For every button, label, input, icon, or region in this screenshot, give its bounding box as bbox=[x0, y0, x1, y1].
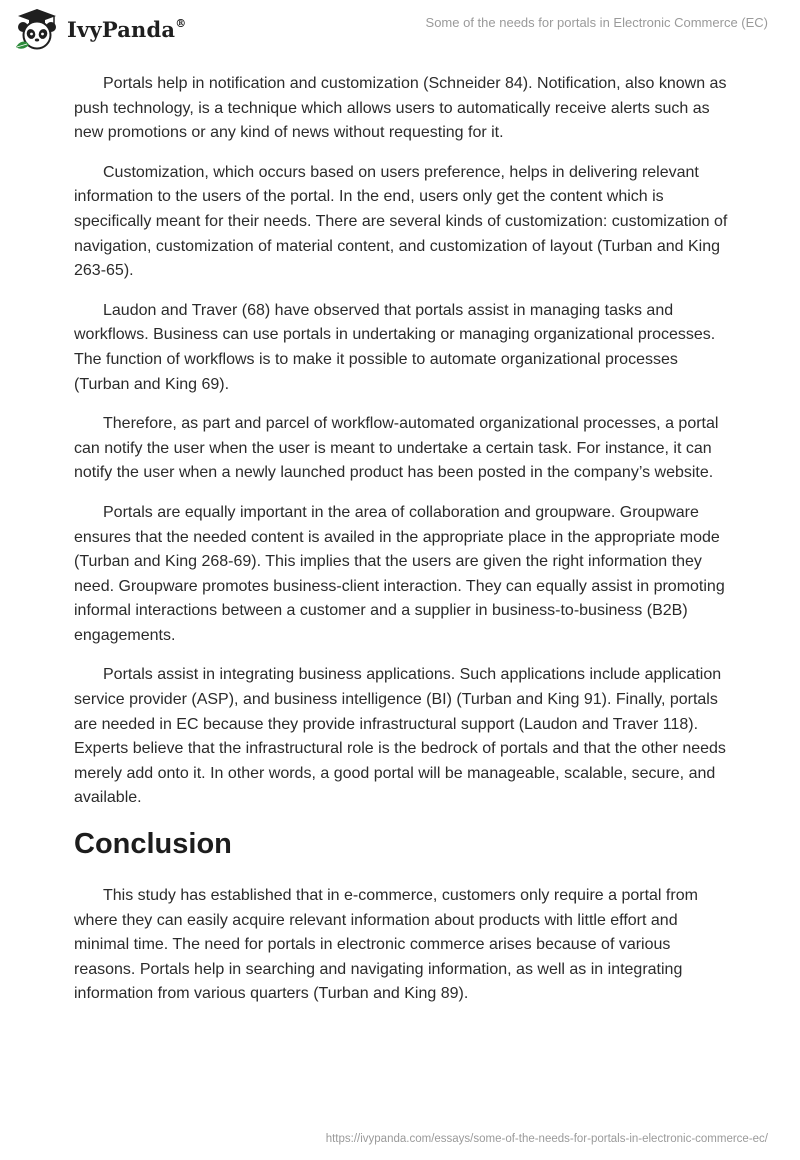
panda-mascot-icon bbox=[14, 7, 60, 53]
body-paragraph: Portals help in notification and customization (Schneider 84). Notification, also known as push technology, is a technique which allows users to automatically receive alerts such as new promotions or any kind of news without requesting for it. bbox=[74, 75, 727, 142]
conclusion-heading: Conclusion bbox=[74, 828, 232, 861]
body-paragraph: Portals are equally important in the area of collaboration and groupware. Groupware ensures that the needed content is availed in the appropriate place in the appropriate mode (Turban and King 268-69). This implies that the users are given the right information they need. Groupware promotes business-client interaction. They can equally assist in promoting informal interactions between a customer and a supplier in business-to-business (B2B) engagements. bbox=[74, 503, 725, 644]
source-url[interactable]: https://ivypanda.com/essays/some-of-the-needs-for-portals-in-electronic-commerce-ec/ bbox=[325, 1133, 768, 1145]
page-header bbox=[0, 0, 800, 62]
body-paragraph: Laudon and Traver (68) have observed that portals assist in managing tasks and workflows. Business can use portals in undertaking or managing organizational processes. The function of workflows is to make it possible to automate organizational processes (Turban and King 69). bbox=[74, 301, 716, 393]
essay-content bbox=[74, 72, 734, 1022]
body-paragraph: Therefore, as part and parcel of workflow-automated organizational processes, a portal can notify the user when the user is meant to undertake a certain task. For instance, it can notify the user when a newly launched product has been posted in the company’s website. bbox=[74, 415, 719, 482]
conclusion-paragraph: This study has established that in e-commerce, customers only require a portal from where they can easily acquire relevant information about products with little effort and minimal time. The need for portals in electronic commerce arises because of various reasons. Portals help in searching and navigating information, as well as in integrating information from various quarters (Turban and King 89). bbox=[74, 887, 698, 1003]
document-title: Some of the needs for portals in Electronic Commerce (EC) bbox=[425, 15, 768, 30]
ivypanda-logo[interactable] bbox=[14, 7, 186, 53]
registered-mark: ® bbox=[175, 16, 187, 30]
body-paragraph: Customization, which occurs based on users preference, helps in delivering relevant information to the users of the portal. In the end, users only get the content which is specifically meant for their needs. There are several kinds of customization: customization of navigation, customization of material content, and customization of layout (Turban and King 263-65). bbox=[74, 163, 728, 280]
body-paragraph: Portals assist in integrating business applications. Such applications include application service provider (ASP), and business intelligence (BI) (Turban and King 91). Finally, portals are needed in EC because they provide infrastructural support (Laudon and Traver 118). Experts believe that the infrastructural role is the bedrock of portals and that the other needs merely add onto it. In other words, a good portal will be manageable, scalable, secure, and available. bbox=[74, 666, 726, 807]
brand-name: IvyPanda® bbox=[67, 16, 187, 42]
